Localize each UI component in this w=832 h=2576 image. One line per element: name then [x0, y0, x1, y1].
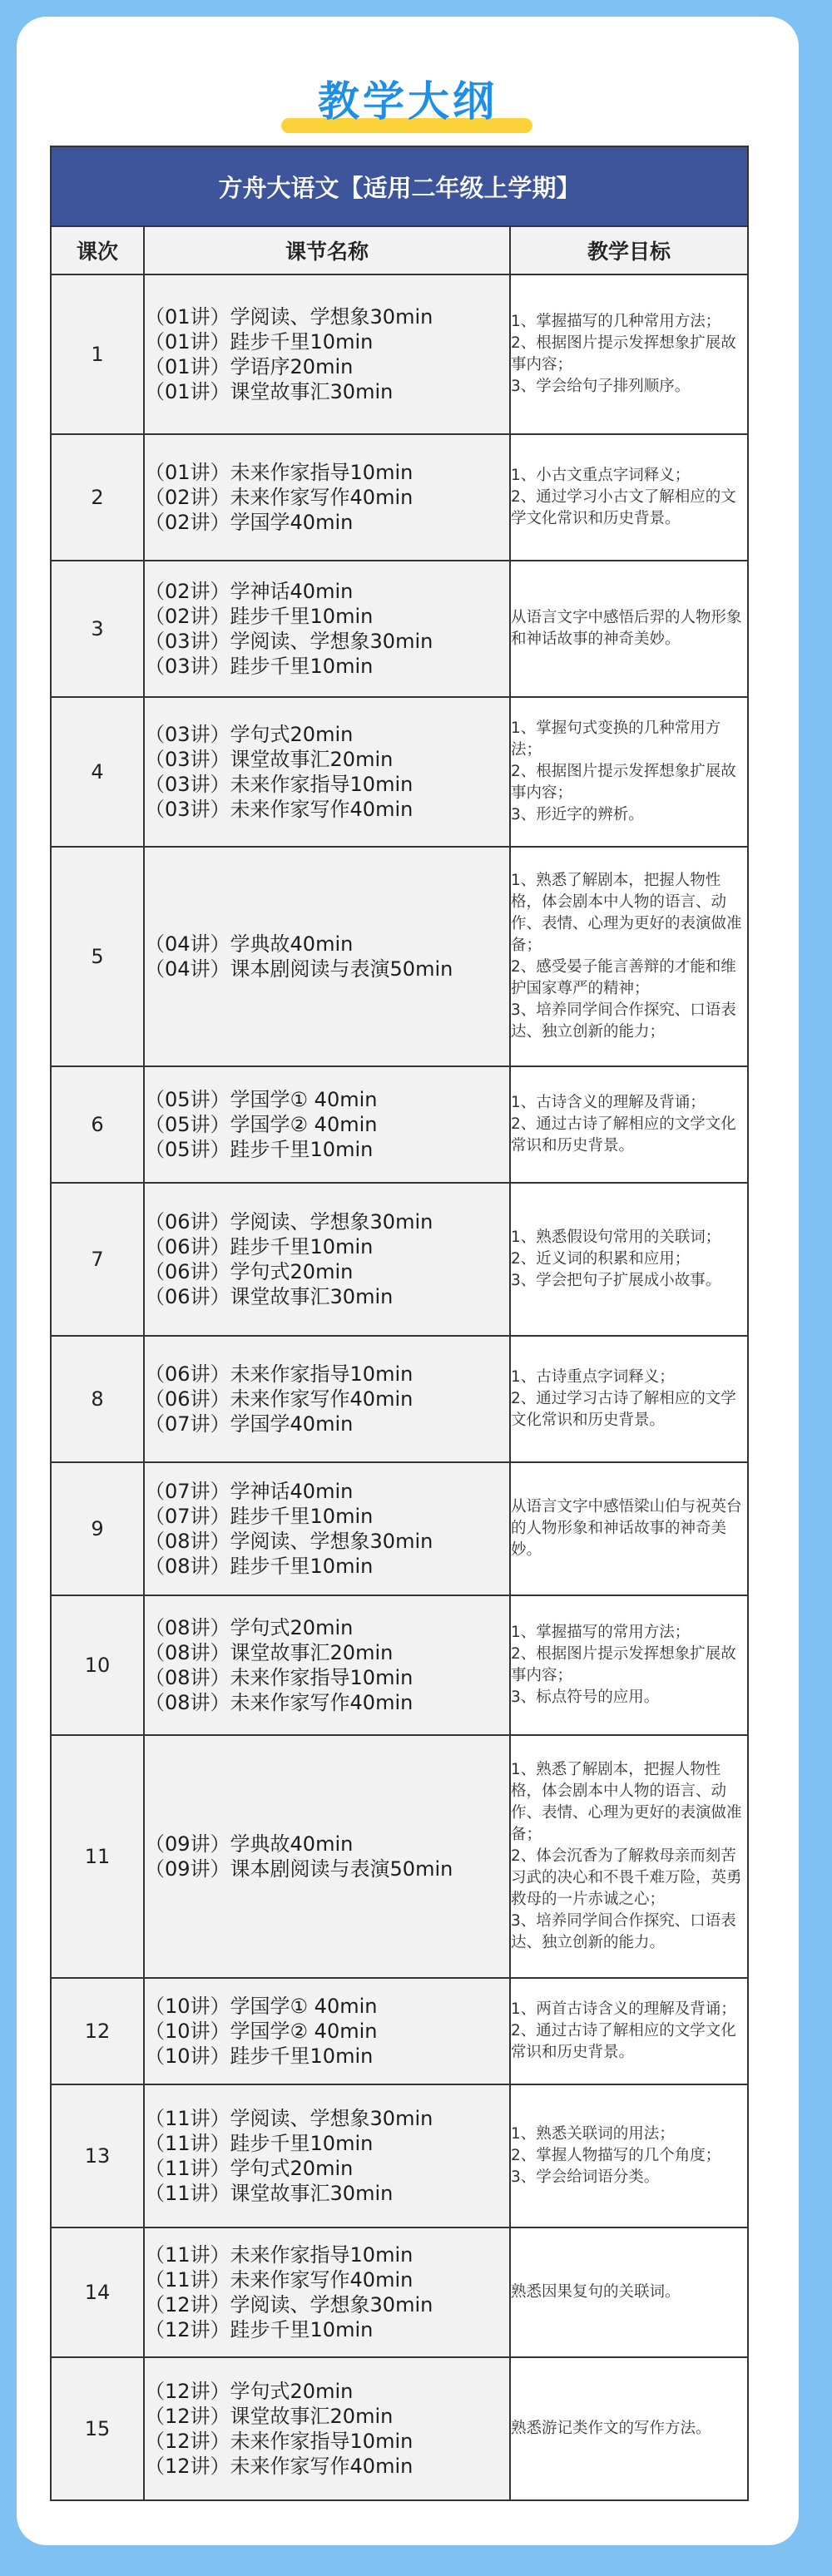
teaching-goal: 1、古诗重点字词释义； 2、通过学习古诗了解相应的文学文化常识和历史背景。 — [510, 1336, 748, 1462]
teaching-goal: 1、两首古诗含义的理解及背诵； 2、通过古诗了解相应的文学文化常识和历史背景。 — [510, 1978, 748, 2084]
table-row — [51, 274, 748, 434]
lesson-item: （05讲）学国学② 40min — [145, 1113, 378, 1136]
lesson-item: （08讲）学阅读、学想象30min — [145, 1530, 433, 1553]
lesson-number: 4 — [51, 697, 144, 847]
teaching-goal: 1、熟悉了解剧本，把握人物性格，体会剧本中人物的语言、动作、表情、心理为更好的表演做准备； 2、感受晏子能言善辩的才能和维护国家尊严的精神； 3、培养同学间合作探究、口语表达、独立创新的能力； — [510, 847, 748, 1066]
syllabus-table — [50, 146, 749, 2501]
lesson-item: （11讲）学句式20min — [145, 2157, 354, 2180]
lesson-number: 2 — [51, 434, 144, 561]
lesson-number: 3 — [51, 561, 144, 697]
table-row — [51, 434, 748, 561]
lesson-item: （06讲）未来作家写作40min — [145, 1387, 414, 1411]
lesson-item: （11讲）课堂故事汇30min — [145, 2182, 394, 2205]
heading-block — [17, 60, 799, 151]
lesson-item: （09讲）学典故40min — [145, 1832, 354, 1856]
table-body — [51, 274, 748, 2500]
lesson-list — [144, 2084, 510, 2227]
lesson-number: 13 — [51, 2084, 144, 2227]
lesson-item: （10讲）学国学② 40min — [145, 2020, 378, 2043]
lesson-item: （12讲）学句式20min — [145, 2380, 354, 2403]
table-row — [51, 1462, 748, 1595]
lesson-item: （09讲）课本剧阅读与表演50min — [145, 1857, 453, 1881]
teaching-goal: 熟悉游记类作文的写作方法。 — [510, 2357, 748, 2500]
table-header-row — [51, 226, 748, 274]
lesson-item: （12讲）未来作家指导10min — [145, 2430, 414, 2453]
lesson-list — [144, 2357, 510, 2500]
table-row — [51, 847, 748, 1066]
table-row — [51, 1735, 748, 1978]
lesson-item: （01讲）学语序20min — [145, 355, 354, 378]
header-lessons: 课节名称 — [144, 226, 510, 274]
table-row — [51, 1183, 748, 1336]
lesson-number: 9 — [51, 1462, 144, 1595]
table-title-row — [51, 146, 748, 226]
lesson-item: （06讲）学句式20min — [145, 1260, 354, 1283]
lesson-list — [144, 1595, 510, 1735]
lesson-item: （08讲）学句式20min — [145, 1616, 354, 1639]
lesson-list — [144, 561, 510, 697]
table-row — [51, 2357, 748, 2500]
teaching-goal: 1、掌握句式变换的几种常用方法； 2、根据图片提示发挥想象扩展故事内容； 3、形近字的辨析。 — [510, 697, 748, 847]
lesson-number: 10 — [51, 1595, 144, 1735]
lesson-item: （06讲）课堂故事汇30min — [145, 1285, 394, 1308]
teaching-goal: 从语言文字中感悟后羿的人物形象和神话故事的神奇美妙。 — [510, 561, 748, 697]
lesson-item: （04讲）学典故40min — [145, 932, 354, 956]
lesson-item: （03讲）课堂故事汇20min — [145, 748, 394, 771]
table-row — [51, 1066, 748, 1183]
teaching-goal: 1、小古文重点字词释义； 2、通过学习小古文了解相应的文学文化常识和历史背景。 — [510, 434, 748, 561]
table-row — [51, 2084, 748, 2227]
lesson-item: （12讲）未来作家写作40min — [145, 2455, 414, 2478]
header-num: 课次 — [51, 226, 144, 274]
lesson-item: （10讲）学国学① 40min — [145, 1995, 378, 2018]
lesson-item: （04讲）课本剧阅读与表演50min — [145, 957, 453, 981]
table-row — [51, 697, 748, 847]
lesson-item: （03讲）跬步千里10min — [145, 655, 374, 678]
lesson-list — [144, 1735, 510, 1978]
lesson-number: 7 — [51, 1183, 144, 1336]
lesson-item: （02讲）未来作家写作40min — [145, 486, 414, 509]
lesson-item: （01讲）跬步千里10min — [145, 330, 374, 354]
lesson-item: （08讲）未来作家指导10min — [145, 1666, 414, 1689]
lesson-item: （02讲）跬步千里10min — [145, 605, 374, 628]
lesson-list — [144, 697, 510, 847]
table-title: 方舟大语文【适用二年级上学期】 — [51, 146, 748, 226]
lesson-item: （05讲）跬步千里10min — [145, 1138, 374, 1161]
lesson-list — [144, 1183, 510, 1336]
lesson-item: （02讲）学国学40min — [145, 511, 354, 534]
lesson-item: （07讲）学神话40min — [145, 1480, 354, 1503]
lesson-list — [144, 1066, 510, 1183]
lesson-item: （11讲）未来作家写作40min — [145, 2268, 414, 2292]
lesson-item: （01讲）课堂故事汇30min — [145, 380, 394, 403]
lesson-number: 1 — [51, 274, 144, 434]
lesson-list — [144, 434, 510, 561]
lesson-item: （11讲）未来作家指导10min — [145, 2243, 414, 2267]
lesson-list — [144, 1978, 510, 2084]
lesson-item: （06讲）学阅读、学想象30min — [145, 1210, 433, 1234]
lesson-item: （07讲）跬步千里10min — [145, 1505, 374, 1528]
teaching-goal: 1、熟悉关联词的用法； 2、掌握人物描写的几个角度； 3、学会给词语分类。 — [510, 2084, 748, 2227]
lesson-item: （12讲）课堂故事汇20min — [145, 2405, 394, 2428]
teaching-goal: 熟悉因果复句的关联词。 — [510, 2227, 748, 2357]
header-goal: 教学目标 — [510, 226, 748, 274]
lesson-item: （11讲）跬步千里10min — [145, 2132, 374, 2155]
lesson-item: （06讲）跬步千里10min — [145, 1235, 374, 1258]
lesson-item: （12讲）跬步千里10min — [145, 2318, 374, 2341]
lesson-number: 12 — [51, 1978, 144, 2084]
table-row — [51, 2227, 748, 2357]
lesson-item: （08讲）未来作家写作40min — [145, 1691, 414, 1714]
lesson-item: （08讲）课堂故事汇20min — [145, 1641, 394, 1664]
lesson-list — [144, 2227, 510, 2357]
table-row — [51, 561, 748, 697]
teaching-goal: 1、熟悉了解剧本，把握人物性格，体会剧本中人物的语言、动作、表情、心理为更好的表演做准备； 2、体会沉香为了解救母亲而刻苦习武的决心和不畏千难万险，英勇救母的一片赤诚之心； 3、培养同学间合作探究、口语表达、独立创新的能力。 — [510, 1735, 748, 1978]
lesson-item: （08讲）跬步千里10min — [145, 1555, 374, 1578]
lesson-item: （02讲）学神话40min — [145, 580, 354, 603]
lesson-number: 6 — [51, 1066, 144, 1183]
page-title: 教学大纲 — [318, 77, 498, 126]
teaching-goal: 1、古诗含义的理解及背诵； 2、通过古诗了解相应的文学文化常识和历史背景。 — [510, 1066, 748, 1183]
lesson-number: 5 — [51, 847, 144, 1066]
teaching-goal: 从语言文字中感悟梁山伯与祝英台的人物形象和神话故事的神奇美妙。 — [510, 1462, 748, 1595]
lesson-item: （06讲）未来作家指导10min — [145, 1362, 414, 1386]
teaching-goal: 1、掌握描写的几种常用方法； 2、根据图片提示发挥想象扩展故事内容； 3、学会给句子排列顺序。 — [510, 274, 748, 434]
lesson-item: （10讲）跬步千里10min — [145, 2044, 374, 2068]
lesson-item: （11讲）学阅读、学想象30min — [145, 2107, 433, 2130]
lesson-number: 11 — [51, 1735, 144, 1978]
lesson-item: （01讲）学阅读、学想象30min — [145, 305, 433, 329]
lesson-item: （12讲）学阅读、学想象30min — [145, 2293, 433, 2316]
lesson-list — [144, 1336, 510, 1462]
lesson-item: （03讲）未来作家指导10min — [145, 773, 414, 796]
lesson-number: 14 — [51, 2227, 144, 2357]
teaching-goal: 1、熟悉假设句常用的关联词； 2、近义词的积累和应用； 3、学会把句子扩展成小故事。 — [510, 1183, 748, 1336]
lesson-item: （03讲）学阅读、学想象30min — [145, 630, 433, 653]
lesson-list — [144, 1462, 510, 1595]
lesson-item: （03讲）学句式20min — [145, 723, 354, 746]
lesson-number: 15 — [51, 2357, 144, 2500]
lesson-item: （07讲）学国学40min — [145, 1412, 354, 1436]
table-row — [51, 1978, 748, 2084]
lesson-item: （01讲）未来作家指导10min — [145, 461, 414, 484]
teaching-goal: 1、掌握描写的常用方法； 2、根据图片提示发挥想象扩展故事内容； 3、标点符号的应用。 — [510, 1595, 748, 1735]
lesson-item: （03讲）未来作家写作40min — [145, 798, 414, 821]
lesson-list — [144, 274, 510, 434]
lesson-item: （05讲）学国学① 40min — [145, 1088, 378, 1111]
table-row — [51, 1336, 748, 1462]
lesson-number: 8 — [51, 1336, 144, 1462]
lesson-list — [144, 847, 510, 1066]
table-row — [51, 1595, 748, 1735]
